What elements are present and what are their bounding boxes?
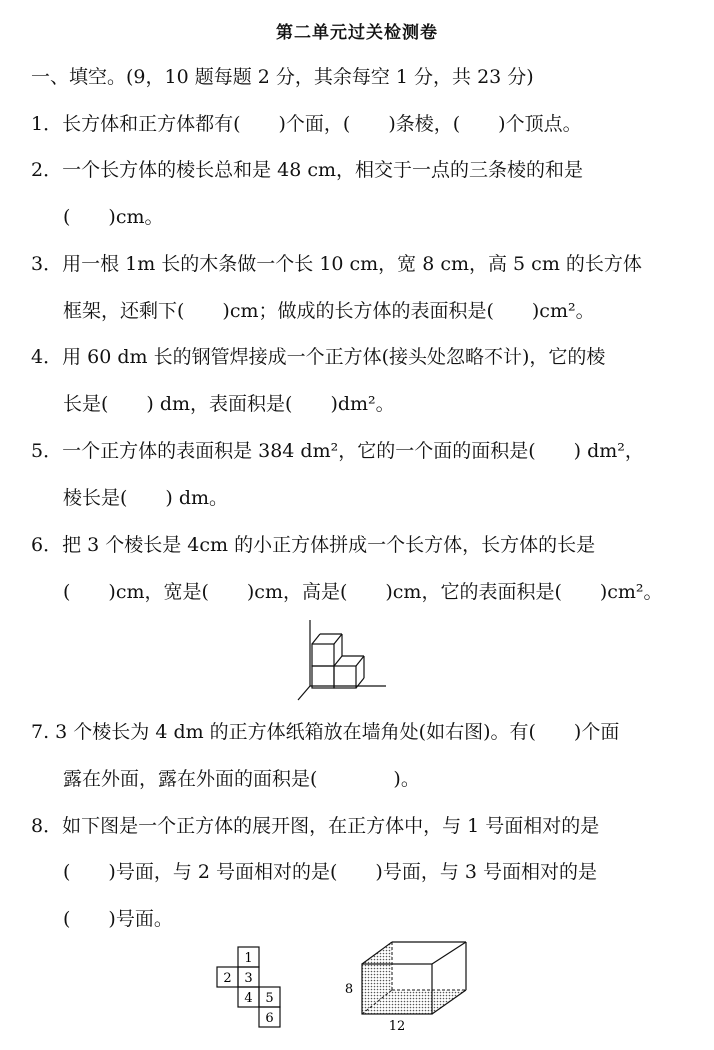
question-2-line-2: ( )cm。: [63, 206, 164, 228]
question-7-line-1: 7. 3 个棱长为 4 dm 的正方体纸箱放在墙角处(如右图)。有( )个面: [31, 721, 620, 743]
question-2-line-1: 2．一个长方体的棱长总和是 48 cm，相交于一点的三条棱的和是: [31, 159, 584, 181]
question-8-line-2: ( )号面，与 2 号面相对的是( )号面，与 3 号面相对的是: [63, 861, 597, 883]
net-face-1: 1: [244, 951, 253, 966]
question-3-line-1: 3．用一根 1m 长的木条做一个长 10 cm，宽 8 cm，高 5 cm 的长方体: [31, 253, 642, 275]
page-title: 第二单元过关检测卷: [276, 23, 438, 43]
question-4-line-1: 4．用 60 dm 长的钢管焊接成一个正方体(接头处忽略不计)，它的棱: [31, 346, 606, 368]
question-5-line-2: 棱长是( ) dm。: [63, 487, 229, 509]
question-3-line-2: 框架，还剩下( )cm；做成的长方体的表面积是( )cm²。: [63, 300, 595, 322]
net-face-5: 5: [265, 991, 274, 1006]
net-face-6: 6: [265, 1011, 274, 1026]
cube-net-figure: [214, 945, 284, 1035]
section-heading: 一、填空。(9，10 题每题 2 分，其余每空 1 分，共 23 分): [31, 66, 534, 88]
question-8-line-1: 8．如下图是一个正方体的展开图，在正方体中，与 1 号面相对的是: [31, 815, 600, 837]
question-6-line-2: ( )cm，宽是( )cm，高是( )cm，它的表面积是( )cm²。: [63, 581, 663, 603]
net-face-4: 4: [244, 991, 253, 1006]
question-1-line-1: 1．长方体和正方体都有( )个面，( )条棱，( )个顶点。: [31, 113, 582, 135]
question-5-line-1: 5．一个正方体的表面积是 384 dm²，它的一个面的面积是( ) dm²，: [31, 440, 644, 462]
cuboid-length-label: 12: [388, 1019, 406, 1034]
net-face-2: 2: [223, 971, 232, 986]
cuboid-height-label: 8: [344, 982, 354, 997]
cuboid-figure: [340, 940, 472, 1035]
net-face-3: 3: [244, 971, 253, 986]
question-4-line-2: 长是( ) dm，表面积是( )dm²。: [63, 393, 395, 415]
corner-cubes-figure: [296, 620, 388, 702]
question-8-line-3: ( )号面。: [63, 908, 173, 930]
question-7-line-2: 露在外面，露在外面的面积是( )。: [63, 768, 420, 790]
question-6-line-1: 6．把 3 个棱长是 4cm 的小正方体拼成一个长方体，长方体的长是: [31, 534, 596, 556]
